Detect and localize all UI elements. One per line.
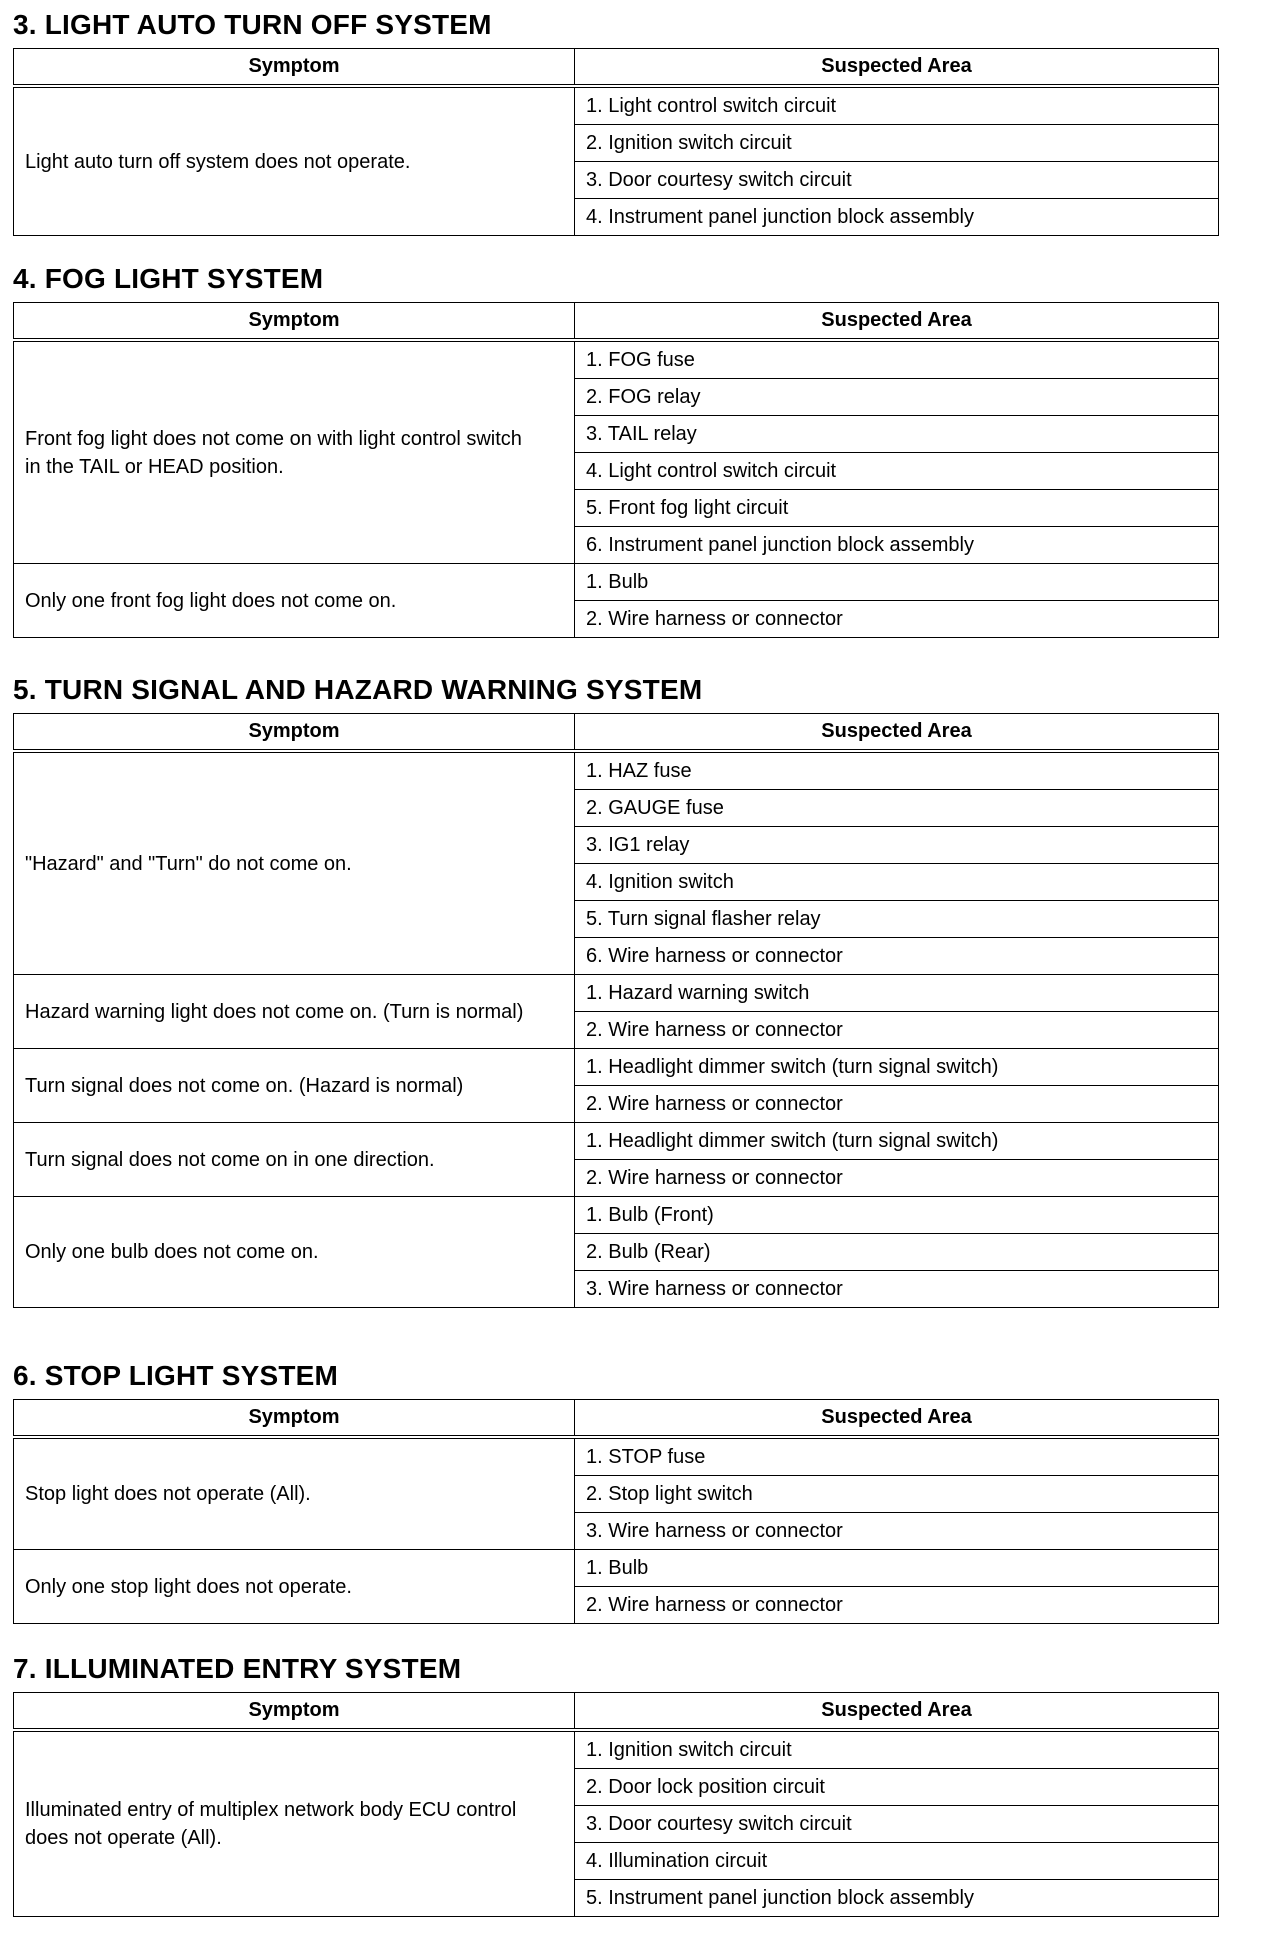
symptom-cell: Only one front fog light does not come on. [14, 564, 575, 638]
suspected-area-cell: 2. Stop light switch [575, 1476, 1219, 1513]
suspected-area-cell: 1. HAZ fuse [575, 751, 1219, 790]
symptom-cell: Turn signal does not come on. (Hazard is normal) [14, 1049, 575, 1123]
table-header-row [14, 49, 1219, 87]
suspected-area-cell: 3. Door courtesy switch circuit [575, 1806, 1219, 1843]
suspected-area-cell: 3. IG1 relay [575, 827, 1219, 864]
table-row [14, 1437, 1219, 1476]
suspected-area-cell: 1. Hazard warning switch [575, 975, 1219, 1012]
suspected-area-cell: 3. Wire harness or connector [575, 1271, 1219, 1308]
table-row [14, 1550, 1219, 1587]
symptom-cell: Front fog light does not come on with light control switch in the TAIL or HEAD position. [14, 340, 575, 564]
troubleshooting-table [13, 48, 1219, 236]
suspected-area-cell: 1. STOP fuse [575, 1437, 1219, 1476]
suspected-area-cell: 2. Ignition switch circuit [575, 125, 1219, 162]
suspected-area-cell: 6. Instrument panel junction block assembly [575, 527, 1219, 564]
suspected-area-cell: 1. Light control switch circuit [575, 86, 1219, 125]
suspected-area-cell: 3. Wire harness or connector [575, 1513, 1219, 1550]
suspected-area-cell: 1. Bulb [575, 564, 1219, 601]
suspected-area-header: Suspected Area [575, 714, 1219, 752]
table-row [14, 751, 1219, 790]
suspected-area-cell: 1. FOG fuse [575, 340, 1219, 379]
suspected-area-cell: 1. Headlight dimmer switch (turn signal switch) [575, 1123, 1219, 1160]
suspected-area-cell: 2. Wire harness or connector [575, 1012, 1219, 1049]
suspected-area-header: Suspected Area [575, 303, 1219, 341]
suspected-area-cell: 4. Light control switch circuit [575, 453, 1219, 490]
troubleshooting-table [13, 1692, 1219, 1917]
suspected-area-cell: 5. Turn signal flasher relay [575, 901, 1219, 938]
suspected-area-cell: 2. GAUGE fuse [575, 790, 1219, 827]
suspected-area-cell: 3. Door courtesy switch circuit [575, 162, 1219, 199]
troubleshooting-table [13, 713, 1219, 1308]
table-header-row [14, 714, 1219, 752]
table-row [14, 564, 1219, 601]
suspected-area-cell: 3. TAIL relay [575, 416, 1219, 453]
table-row [14, 1730, 1219, 1769]
suspected-area-cell: 1. Ignition switch circuit [575, 1730, 1219, 1769]
symptom-header: Symptom [14, 714, 575, 752]
suspected-area-cell: 2. FOG relay [575, 379, 1219, 416]
table-header-row [14, 1693, 1219, 1731]
symptom-cell: Only one bulb does not come on. [14, 1197, 575, 1308]
section-title: 7. ILLUMINATED ENTRY SYSTEM [13, 1653, 462, 1684]
table-row [14, 86, 1219, 125]
section-title: 5. TURN SIGNAL AND HAZARD WARNING SYSTEM [13, 674, 703, 705]
symptom-header: Symptom [14, 49, 575, 87]
section-title: 4. FOG LIGHT SYSTEM [13, 263, 324, 294]
suspected-area-cell: 1. Headlight dimmer switch (turn signal switch) [575, 1049, 1219, 1086]
table-row [14, 1123, 1219, 1160]
symptom-cell: Light auto turn off system does not operate. [14, 86, 575, 236]
symptom-cell: Illuminated entry of multiplex network body ECU control does not operate (All). [14, 1730, 575, 1917]
section-title: 6. STOP LIGHT SYSTEM [13, 1360, 339, 1391]
suspected-area-cell: 2. Wire harness or connector [575, 601, 1219, 638]
table-row [14, 1197, 1219, 1234]
symptom-cell: Turn signal does not come on in one direction. [14, 1123, 575, 1197]
suspected-area-cell: 1. Bulb [575, 1550, 1219, 1587]
symptom-header: Symptom [14, 1400, 575, 1438]
suspected-area-header: Suspected Area [575, 49, 1219, 87]
symptom-header: Symptom [14, 303, 575, 341]
section-title: 3. LIGHT AUTO TURN OFF SYSTEM [13, 9, 492, 40]
symptom-cell: Stop light does not operate (All). [14, 1437, 575, 1550]
suspected-area-cell: 5. Front fog light circuit [575, 490, 1219, 527]
suspected-area-cell: 6. Wire harness or connector [575, 938, 1219, 975]
table-row [14, 975, 1219, 1012]
suspected-area-cell: 2. Door lock position circuit [575, 1769, 1219, 1806]
suspected-area-cell: 2. Wire harness or connector [575, 1587, 1219, 1624]
table-row [14, 1049, 1219, 1086]
suspected-area-cell: 4. Illumination circuit [575, 1843, 1219, 1880]
table-row [14, 340, 1219, 379]
table-header-row [14, 303, 1219, 341]
symptom-cell: Hazard warning light does not come on. (Turn is normal) [14, 975, 575, 1049]
suspected-area-cell: 2. Wire harness or connector [575, 1086, 1219, 1123]
suspected-area-cell: 4. Ignition switch [575, 864, 1219, 901]
suspected-area-cell: 1. Bulb (Front) [575, 1197, 1219, 1234]
suspected-area-cell: 2. Bulb (Rear) [575, 1234, 1219, 1271]
suspected-area-header: Suspected Area [575, 1693, 1219, 1731]
symptom-header: Symptom [14, 1693, 575, 1731]
symptom-cell: "Hazard" and "Turn" do not come on. [14, 751, 575, 975]
troubleshooting-table [13, 1399, 1219, 1624]
troubleshooting-table [13, 302, 1219, 638]
table-header-row [14, 1400, 1219, 1438]
suspected-area-cell: 4. Instrument panel junction block assembly [575, 199, 1219, 236]
suspected-area-cell: 5. Instrument panel junction block assembly [575, 1880, 1219, 1917]
suspected-area-cell: 2. Wire harness or connector [575, 1160, 1219, 1197]
symptom-cell: Only one stop light does not operate. [14, 1550, 575, 1624]
suspected-area-header: Suspected Area [575, 1400, 1219, 1438]
